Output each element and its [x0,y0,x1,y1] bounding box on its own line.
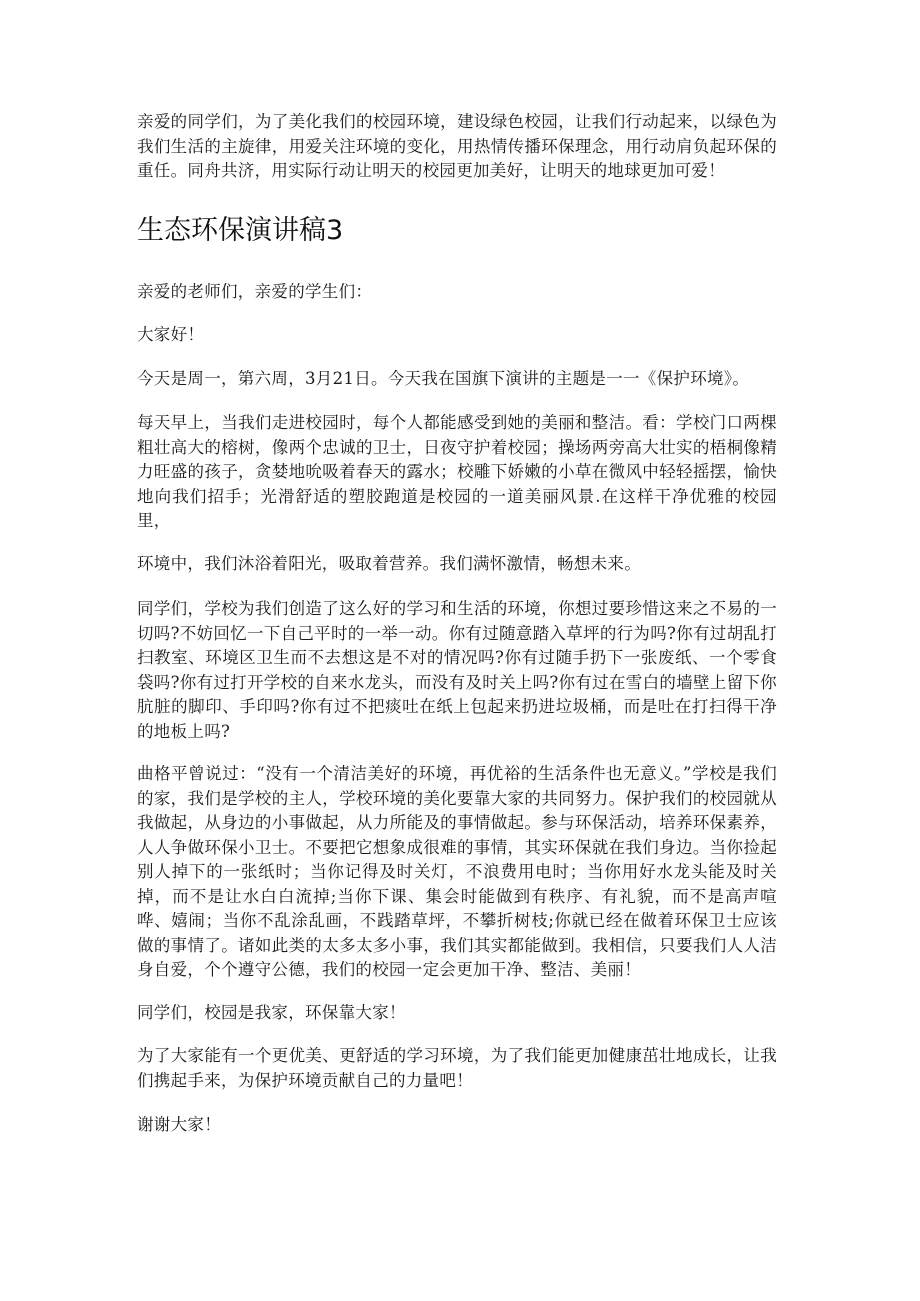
date-paragraph: 今天是周一，第六周，3月21日。今天我在国旗下演讲的主题是一一《保护环境》。 [137,369,750,388]
home-paragraph: 同学们，校园是我家，环保靠大家！ [137,1003,406,1022]
together-paragraph: 为了大家能有一个更优美、更舒适的学习环境，为了我们能更加健康茁壮地成长，让我们携起手来，为保护环境贡献自己的力量吧！ [137,1046,777,1090]
classmates-paragraph: 同学们，学校为我们创造了这么好的学习和生活的环境，你想过要珍惜这来之不易的一切吗?不妨回忆一下自己平时的一举一动。你有过随意踏入草坪的行为吗?你有过胡乱打扫教室、环境区卫生而不去想这是不对的情况吗?你有过随手扔下一张废纸、一个零食袋吗?你有过打开学校的自来水龙头，而没有及时关上吗?你有过在雪白的墙壁上留下你肮脏的脚印、手印吗?你有过不把痰吐在纸上包起来扔进垃圾桶，而是吐在打扫得干净的地板上吗? [137,599,777,741]
document-title: 生态环保演讲稿3 [137,215,344,246]
hello-paragraph: 大家好！ [137,325,205,344]
environment-paragraph: 环境中，我们沐浴着阳光，吸取着营养。我们满怀激情，畅想未来。 [137,554,641,573]
greeting-paragraph: 亲爱的老师们，亲爱的学生们： [137,282,373,301]
morning-paragraph: 每天早上，当我们走进校园时，每个人都能感受到她的美丽和整洁。看：学校门口两棵粗壮高大的榕树，像两个忠诚的卫士，日夜守护着校园；操场两旁高大壮实的梧桐像精力旺盛的孩子，贪婪地吮吸着春天的露水；校雕下娇嫩的小草在微风中轻轻摇摆，愉快地向我们招手；光滑舒适的塑胶跑道是校园的一道美丽风景.在这样干净优雅的校园里， [137,413,777,530]
quote-paragraph: 曲格平曾说过：“没有一个清洁美好的环境，再优裕的生活条件也无意义。”学校是我们的家，我们是学校的主人，学校环境的美化要靠大家的共同努力。保护我们的校园就从我做起，从身边的小事做起，从力所能及的事情做起。参与环保活动，培养环保素养，人人争做环保小卫士。不要把它想象成很难的事情，其实环保就在我们身边。当你捡起别人掉下的一张纸时；当你记得及时关灯，不浪费用电时；当你用好水龙头能及时关掉，而不是让水白白流掉;当你下课、集会时能做到有秩序、有礼貌，而不是高声喧哗、嬉闹；当你不乱涂乱画，不践踏草坪，不攀折树枝;你就已经在做着环保卫士应该做的事情了。诸如此类的太多太多小事，我们其实都能做到。我相信，只要我们人人洁身自爱，个个遵守公德，我们的校园一定会更加干净、整洁、美丽！ [137,764,777,979]
intro-paragraph: 亲爱的同学们，为了美化我们的校园环境，建设绿色校园，让我们行动起来，以绿色为我们生活的主旋律，用爱关注环境的变化，用热情传播环保理念，用行动肩负起环保的重任。同舟共济，用实际行动让明天的校园更加美好，让明天的地球更加可爱！ [137,112,777,180]
thanks-paragraph: 谢谢大家！ [137,1115,221,1134]
